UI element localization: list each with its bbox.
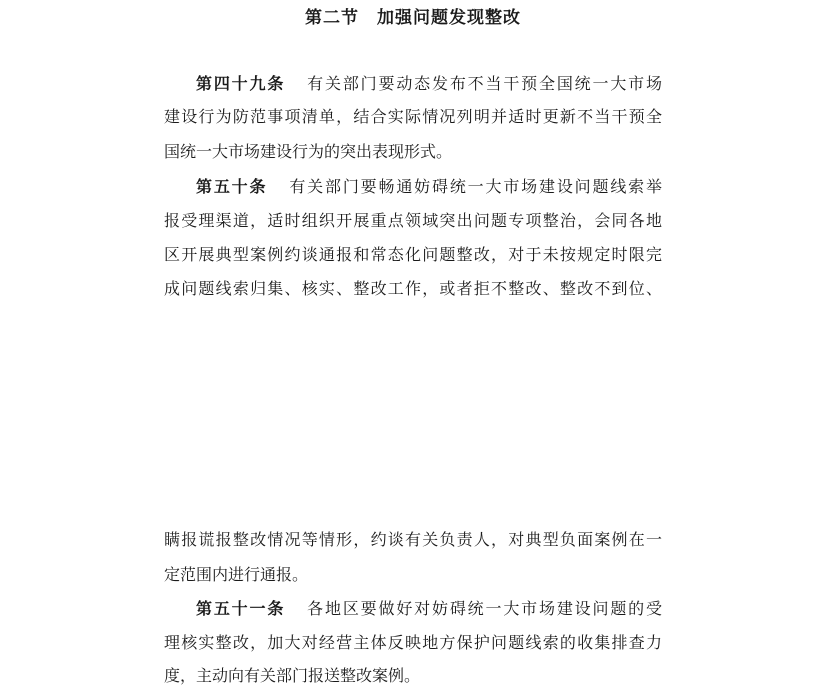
article-49-text-1: 有关部门要动态发布不当干预全国统一大市场: [307, 74, 662, 93]
article-50-line-1: [196, 175, 662, 199]
article-50-text-1: 有关部门要畅通妨碍统一大市场建设问题线索举: [289, 177, 662, 196]
article-51-line-1: [196, 597, 662, 621]
article-49-line-2: 建设行为防范事项清单，结合实际情况列明并适时更新不当干预全: [164, 107, 662, 126]
article-50-line-2: 报受理渠道，适时组织开展重点领域突出问题专项整治，会同各地: [164, 211, 662, 230]
article-51-text-1: 各地区要做好对妨碍统一大市场建设问题的受: [307, 599, 662, 618]
article-49-line-3: 国统一大市场建设行为的突出表现形式。: [164, 142, 453, 161]
article-51-line-3: 度，主动向有关部门报送整改案例。: [164, 666, 421, 685]
article-50-line-4: 成问题线索归集、核实、整改工作，或者拒不整改、整改不到位、: [164, 279, 662, 298]
article-50-line-6: 定范围内进行通报。: [164, 565, 309, 584]
article-49-line-1: [196, 72, 662, 96]
article-50-line-5: 瞒报谎报整改情况等情形，约谈有关负责人，对典型负面案例在一: [164, 530, 662, 549]
article-51-line-2: 理核实整改，加大对经营主体反映地方保护问题线索的收集排查力: [164, 633, 662, 652]
section-title: 第二节 加强问题发现整改: [305, 8, 521, 28]
article-50-line-3: 区开展典型案例约谈通报和常态化问题整改，对于未按规定时限完: [164, 245, 662, 264]
article-49-label: 第四十九条: [196, 74, 286, 93]
article-50-label: 第五十条: [196, 177, 268, 196]
article-51-label: 第五十一条: [196, 599, 286, 618]
